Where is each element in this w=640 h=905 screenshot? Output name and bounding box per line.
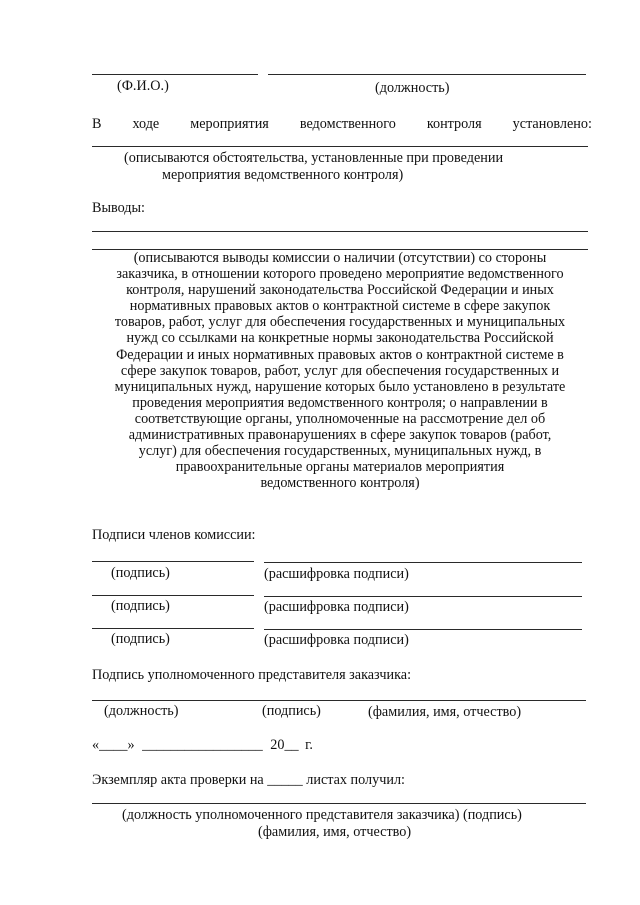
position-caption: (должность) — [375, 80, 450, 96]
receipt-text-before: Экземпляр акта проверки на — [92, 772, 264, 788]
date-close-quote: » — [127, 737, 135, 753]
date-open-quote: « — [92, 737, 100, 753]
decode-line — [264, 562, 582, 563]
conclusions-hint-line: проведения мероприятия ведомственного контроля; о направлении в — [132, 394, 548, 411]
conclusions-hint-line: правоохранительные органы материалов мероприятия — [175, 459, 505, 476]
receipt-line — [92, 803, 586, 804]
conclusions-hint — [92, 250, 588, 491]
customer-rep-heading: Подпись уполномоченного представителя заказчика: — [92, 667, 412, 683]
date-month-blank: _________________ — [142, 737, 263, 753]
established-hint-1: (описываются обстоятельства, установленные при проведении — [124, 150, 504, 166]
customer-rep-name: (фамилия, имя, отчество) — [368, 704, 522, 720]
commission-heading: Подписи членов комиссии: — [92, 527, 256, 543]
conclusions-hint-line: товаров, работ, услуг для обеспечения государственных и муниципальных — [114, 314, 566, 331]
established-sentence — [92, 116, 592, 133]
conclusions-hint-line: нужд со ссылками на конкретные нормы законодательства Российской — [126, 330, 554, 347]
date-day-blank: ____ — [99, 737, 128, 753]
date-year-blank: __ — [284, 737, 299, 753]
established-hint-2: мероприятия ведомственного контроля) — [162, 167, 404, 183]
conclusions-heading: Выводы: — [92, 200, 145, 216]
established-word: В — [92, 116, 102, 132]
receipt-hint-1: (должность уполномоченного представителя заказчика) (подпись) — [122, 807, 522, 823]
date-year-prefix: 20 — [270, 737, 285, 753]
date-line — [92, 737, 313, 753]
signature-caption: (подпись) — [111, 598, 170, 614]
decode-caption: (расшифровка подписи) — [264, 566, 409, 582]
receipt-text-after: листах получил: — [306, 772, 405, 788]
position-line — [268, 74, 586, 75]
conclusions-hint-line: сфере закупок товаров, работ, услуг для обеспечения государственных и — [120, 362, 560, 379]
customer-rep-line — [92, 700, 586, 701]
signature-caption: (подпись) — [111, 631, 170, 647]
customer-rep-signature: (подпись) — [262, 703, 321, 719]
conclusions-fill-line-1 — [92, 231, 588, 232]
conclusions-hint-line: административных правонарушениях в сфере закупок товаров (работ, — [128, 427, 552, 444]
decode-caption: (расшифровка подписи) — [264, 599, 409, 615]
signature-line — [92, 628, 254, 629]
conclusions-hint-line: услуг) для обеспечения государственных, муниципальных нужд, в — [138, 443, 542, 460]
conclusions-hint-line: ведомственного контроля) — [260, 475, 420, 492]
customer-rep-position: (должность) — [104, 703, 179, 719]
conclusions-hint-line: Федерации и иных нормативных правовых актов о контрактной системе в — [116, 346, 564, 363]
date-year-suffix: г. — [305, 737, 313, 753]
conclusions-hint-line: нормативных правовых актов о контрактной системе в сфере закупок — [129, 298, 551, 315]
conclusions-hint-line: (описываются выводы комиссии о наличии (отсутствии) со стороны — [133, 250, 547, 266]
established-word: ведомственного — [299, 116, 396, 132]
decode-line — [264, 629, 582, 630]
conclusions-hint-line: соответствующие органы, уполномоченные на рассмотрение дел об — [134, 410, 546, 427]
fio-line — [92, 74, 258, 75]
fio-caption: (Ф.И.О.) — [117, 78, 169, 94]
receipt-pages-blank: _____ — [267, 772, 303, 788]
conclusions-hint-line: муниципальных нужд, нарушение которых было установлено в результате — [114, 378, 566, 395]
conclusions-hint-line: контроля, нарушений законодательства Российской Федерации и иных — [126, 282, 554, 299]
decode-line — [264, 596, 582, 597]
established-word: контроля — [426, 116, 482, 132]
receipt-sentence — [92, 772, 405, 788]
established-fill-line — [92, 146, 588, 147]
decode-caption: (расшифровка подписи) — [264, 632, 409, 648]
conclusions-hint-line: заказчика, в отношении которого проведено мероприятие ведомственного — [116, 266, 564, 283]
established-word: установлено: — [512, 116, 592, 132]
signature-caption: (подпись) — [111, 565, 170, 581]
established-word: мероприятия — [190, 116, 269, 132]
receipt-hint-2: (фамилия, имя, отчество) — [258, 824, 412, 840]
established-word: ходе — [132, 116, 160, 132]
signature-line — [92, 595, 254, 596]
signature-line — [92, 561, 254, 562]
